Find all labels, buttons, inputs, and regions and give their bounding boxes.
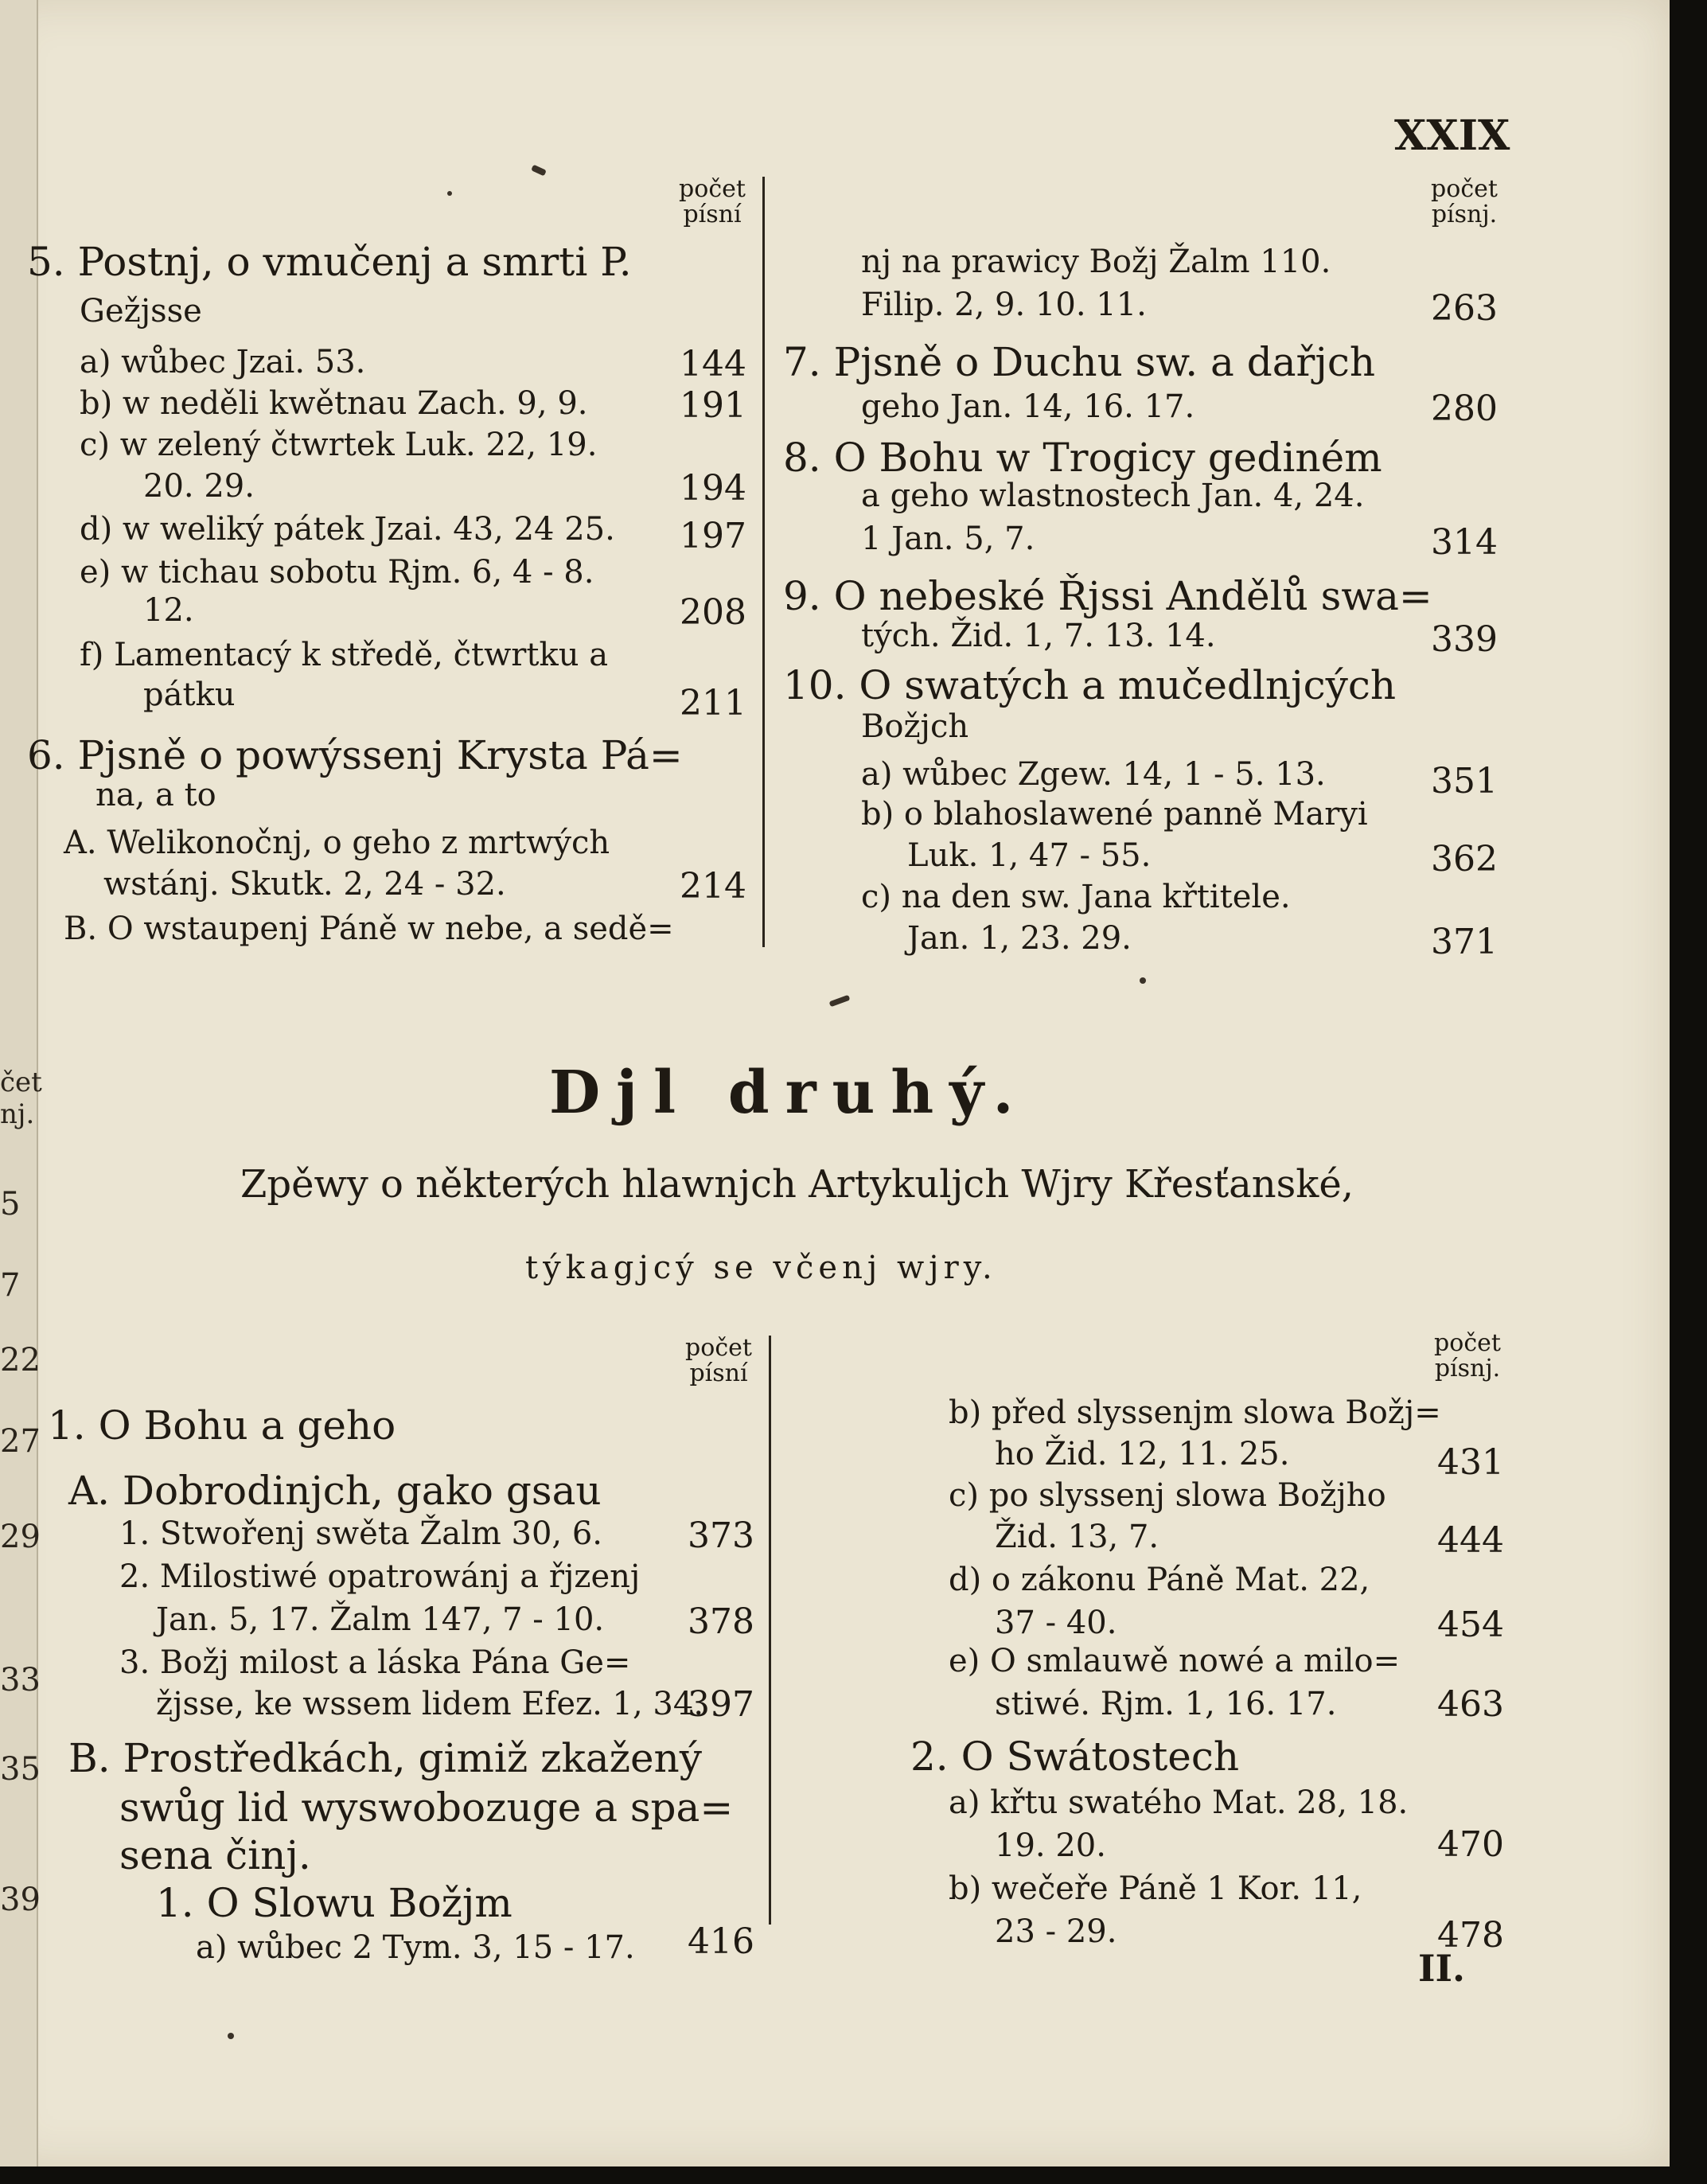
ink-speck <box>447 191 452 196</box>
entry: A. Welikonočnj, o geho z mrtwých <box>64 825 610 861</box>
song-count: 470 <box>1437 1824 1504 1865</box>
entry-cont: 12. <box>143 592 194 629</box>
section-heading-cont: a geho wlastnostech Jan. 4, 24. <box>861 478 1365 514</box>
facing-page-number: 22 <box>0 1342 41 1379</box>
sub-heading: 1. O Slowu Božjm <box>156 1880 512 1926</box>
entry-cont: Jan. 5, 17. Žalm 147, 7 - 10. <box>156 1601 605 1638</box>
entry-cont: pátku <box>143 677 236 713</box>
page-number: XXIX <box>1394 111 1510 160</box>
song-count: 191 <box>680 385 746 426</box>
entry: c) na den sw. Jana křtitele. <box>861 879 1291 915</box>
entry-cont: Luk. 1, 47 - 55. <box>907 837 1152 874</box>
entry: 2. Milostiwé opatrowánj a řjzenj <box>119 1558 641 1595</box>
section-heading-cont: tých. Žid. 1, 7. 13. 14. <box>861 618 1216 654</box>
song-count: 371 <box>1431 922 1498 962</box>
section-heading: B. Prostředkách, gimiž zkažený <box>68 1735 702 1781</box>
section-heading: A. Dobrodinjch, gako gsau <box>68 1468 602 1514</box>
catchword: II. <box>1418 1947 1466 1990</box>
entry-cont: Jan. 1, 23. 29. <box>907 920 1132 957</box>
entry-cont: 19. 20. <box>995 1827 1106 1864</box>
facing-page-number: 33 <box>0 1662 41 1698</box>
facing-page-number: čet nj. <box>0 1067 42 1130</box>
entry-cont: 37 - 40. <box>995 1605 1117 1641</box>
song-count: 214 <box>680 866 746 907</box>
column-header: počet písnj. <box>1431 175 1498 228</box>
song-count: 397 <box>688 1684 754 1725</box>
song-count: 444 <box>1437 1520 1504 1561</box>
column-header: počet písní <box>685 1334 752 1387</box>
entry: c) w zelený čtwrtek Luk. 22, 19. <box>80 427 598 463</box>
song-count: 339 <box>1431 619 1498 660</box>
ink-speck <box>228 2033 234 2039</box>
column-divider <box>769 1336 771 1925</box>
section-heading: 10. O swatých a mučedlnjcých <box>783 662 1397 708</box>
entry: d) w weliký pátek Jzai. 43, 24 25. <box>80 511 615 548</box>
song-count: 478 <box>1437 1915 1504 1956</box>
entry: a) wůbec 2 Tym. 3, 15 - 17. <box>196 1929 635 1966</box>
facing-page-number: 35 <box>0 1751 41 1788</box>
song-count: 373 <box>688 1515 754 1556</box>
entry: b) před slyssenjm slowa Božj= <box>949 1394 1441 1431</box>
entry-cont: nj na prawicy Božj Žalm 110. <box>861 244 1331 280</box>
section-heading-cont: Gežjsse <box>80 293 202 330</box>
entry-cont: Žid. 13, 7. <box>995 1519 1159 1555</box>
part-title: Djl druhý. <box>549 1059 1030 1127</box>
column-header: počet písní <box>679 175 746 228</box>
song-count: 144 <box>680 344 746 384</box>
facing-page-number: 29 <box>0 1519 41 1555</box>
column-header: počet písnj. <box>1434 1329 1501 1383</box>
song-count: 263 <box>1431 288 1498 329</box>
entry-cont: stiwé. Rjm. 1, 16. 17. <box>995 1686 1337 1722</box>
section-heading: 7. Pjsně o Duchu sw. a dařjch <box>783 339 1376 385</box>
section-heading: 9. O nebeské Řjssi Andělů swa= <box>783 573 1432 619</box>
ink-speck <box>829 995 851 1007</box>
section-heading-cont: 1 Jan. 5, 7. <box>861 521 1035 557</box>
entry: d) o zákonu Páně Mat. 22, <box>949 1562 1370 1598</box>
entry-cont: ho Žid. 12, 11. 25. <box>995 1436 1290 1472</box>
part-subtitle-line2: týkagjcý se včenj wjry. <box>525 1250 997 1286</box>
section-heading: 6. Pjsně o powýssenj Krysta Pá= <box>27 732 683 778</box>
part-subtitle: Zpěwy o některých hlawnjch Artykuljch Wjry Křesťanské, <box>240 1162 1354 1207</box>
entry: b) w neděli kwětnau Zach. 9, 9. <box>80 385 588 422</box>
section-heading-cont: sena činj. <box>119 1832 311 1878</box>
facing-page-number: 27 <box>0 1423 41 1460</box>
entry: a) wůbec Zgew. 14, 1 - 5. 13. <box>861 756 1326 793</box>
section-heading-cont: na, a to <box>95 777 216 813</box>
song-count: 463 <box>1437 1684 1504 1725</box>
section-heading: 2. O Swátostech <box>910 1734 1240 1780</box>
entry: f) Lamentacý k středě, čtwrtku a <box>80 637 609 673</box>
song-count: 351 <box>1431 761 1498 801</box>
entry-cont: 23 - 29. <box>995 1913 1117 1950</box>
entry: B. O wstaupenj Páně w nebe, a sedě= <box>64 911 674 947</box>
entry: a) křtu swatého Mat. 28, 18. <box>949 1784 1409 1821</box>
column-divider <box>762 177 765 947</box>
section-heading-cont: swůg lid wyswobozuge a spa= <box>119 1784 734 1831</box>
entry: b) wečeře Páně 1 Kor. 11, <box>949 1870 1362 1907</box>
facing-page-number: 39 <box>0 1882 41 1918</box>
section-heading-cont: geho Jan. 14, 16. 17. <box>861 388 1195 425</box>
facing-page-number: 5 <box>0 1186 21 1223</box>
song-count: 431 <box>1437 1442 1504 1483</box>
entry: a) wůbec Jzai. 53. <box>80 344 366 380</box>
song-count: 314 <box>1431 522 1498 563</box>
song-count: 197 <box>680 516 746 556</box>
song-count: 378 <box>688 1601 754 1642</box>
entry-cont: 20. 29. <box>143 468 255 505</box>
song-count: 194 <box>680 468 746 509</box>
section-heading: 8. O Bohu w Trogicy gediném <box>783 435 1382 481</box>
song-count: 362 <box>1431 839 1498 879</box>
song-count: 280 <box>1431 388 1498 429</box>
entry: 3. Božj milost a láska Pána Ge= <box>119 1644 631 1681</box>
ink-speck <box>1140 977 1146 984</box>
facing-page-strip <box>0 0 42 2166</box>
entry-cont: wstánj. Skutk. 2, 24 - 32. <box>103 866 506 903</box>
section-heading: 5. Postnj, o vmučenj a smrti P. <box>27 239 632 285</box>
entry: b) o blahoslawené panně Maryi <box>861 796 1368 833</box>
section-heading-cont: Božjch <box>861 708 969 745</box>
ink-speck <box>531 165 547 177</box>
entry-cont: žjsse, ke wssem lidem Efez. 1, 34. <box>156 1686 704 1722</box>
entry: 1. Stwořenj swěta Žalm 30, 6. <box>119 1515 602 1552</box>
song-count: 211 <box>680 683 746 723</box>
entry-cont: Filip. 2, 9. 10. 11. <box>861 287 1147 323</box>
section-heading: 1. O Bohu a geho <box>48 1402 396 1449</box>
entry: e) w tichau sobotu Rjm. 6, 4 - 8. <box>80 554 594 591</box>
song-count: 208 <box>680 592 746 633</box>
entry: e) O smlauwě nowé a milo= <box>949 1643 1401 1679</box>
entry: c) po slyssenj slowa Božjho <box>949 1477 1386 1514</box>
song-count: 454 <box>1437 1605 1504 1645</box>
facing-page-number: 7 <box>0 1267 21 1304</box>
song-count: 416 <box>688 1921 754 1962</box>
